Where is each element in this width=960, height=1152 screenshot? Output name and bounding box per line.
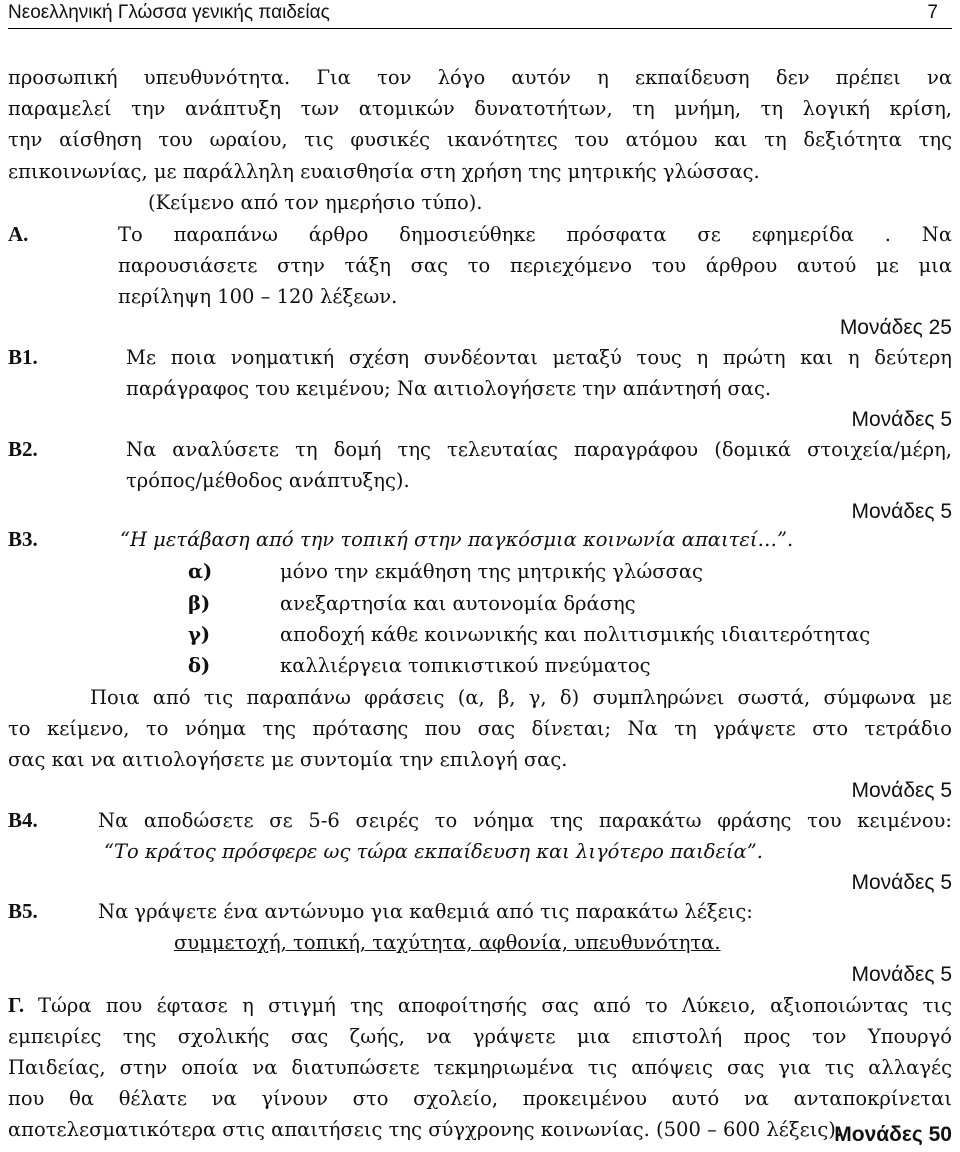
option-key: δ) <box>188 654 211 677</box>
points-b4: Μονάδες 5 <box>851 871 952 894</box>
option-text: μόνο την εκμάθηση της μητρικής γλώσσας <box>280 560 703 583</box>
question-b1-line: παράγραφος του κειμένου; Να αιτιολογήσετε την απάντησή σας. <box>126 377 772 400</box>
page-number: 7 <box>927 2 938 23</box>
question-g-line: εμπειρίες της σχολικής σας ζωής, να γράψετε μια επιστολή προς τον Υπουργό <box>8 1025 952 1048</box>
question-g-line: αποτελεσματικότερα στις απαιτήσεις της σύγχρονης κοινωνίας. (500 – 600 λέξεις). <box>8 1118 843 1141</box>
question-b3-line: Ποια από τις παραπάνω φράσεις (α, β, γ, δ) συμπληρώνει σωστά, σύμφωνα με <box>90 686 952 709</box>
question-b3-line: σας και να αιτιολογήσετε με συντομία την επιλογή σας. <box>8 748 568 771</box>
question-a-line: παρουσιάσετε στην τάξη σας το περιεχόμενο του άρθρου αυτού με μια <box>118 254 952 277</box>
question-label-a: Α. <box>8 222 29 246</box>
option-key: γ) <box>188 623 211 646</box>
option-key: β) <box>188 592 211 615</box>
question-g-line: Τώρα που έφτασε η στιγμή της αποφοίτησής σας από το Λύκειο, αξιοποιώντας τις <box>38 994 952 1017</box>
question-a-line: περίληψη 100 – 120 λέξεων. <box>118 285 398 308</box>
question-label-b2: Β2. <box>8 437 38 461</box>
points-b3: Μονάδες 5 <box>851 779 952 802</box>
header-title: Νεοελληνική Γλώσσα γενικής παιδείας <box>8 2 330 23</box>
option-text: αποδοχή κάθε κοινωνικής και πολιτισμικής ιδιαιτερότητας <box>280 623 871 646</box>
option-key: α) <box>188 560 213 583</box>
page-header <box>8 2 952 29</box>
points-b5: Μονάδες 5 <box>851 963 952 986</box>
question-label-b4: Β4. <box>8 808 38 832</box>
option-text: καλλιέργεια τοπικιστικού πνεύματος <box>280 654 651 677</box>
question-label-b5: Β5. <box>8 899 38 923</box>
intro-line: επικοινωνίας, με παράλληλη ευαισθησία στη χρήση της μητρικής γλώσσας. <box>8 160 760 183</box>
points-b1: Μονάδες 5 <box>851 408 952 431</box>
exam-page <box>8 0 952 1152</box>
question-b4-quote: “Το κράτος πρόσφερε ως τώρα εκπαίδευση και λιγότερο παιδεία”. <box>104 840 763 863</box>
question-b3-quote: “Η μετάβαση από την τοπική στην παγκόσμια κοινωνία απαιτεί…”. <box>120 528 794 551</box>
question-b5-line: Να γράψετε ένα αντώνυμο για καθεμιά από τις παρακάτω λέξεις: <box>98 900 753 923</box>
question-a-line: Το παραπάνω άρθρο δημοσιεύθηκε πρόσφατα σε εφημερίδα . Να <box>118 223 952 246</box>
question-b2-line: τρόπος/μέθοδος ανάπτυξης). <box>126 469 410 492</box>
source-note: (Κείμενο από τον ημερήσιο τύπο). <box>148 191 483 214</box>
question-g-line: που θα θέλατε να γίνουν στο σχολείο, προκειμένου αυτό να ανταποκρίνεται <box>8 1087 952 1110</box>
question-label-b1: Β1. <box>8 345 38 369</box>
intro-line: παραμελεί την ανάπτυξη των ατομικών δυνατοτήτων, τη μνήμη, τη λογική κρίση, <box>8 97 952 120</box>
question-g-line: Παιδείας, στην οποία να διατυπώσετε τεκμηριωμένα τις απόψεις σας για τις αλλαγές <box>8 1056 952 1079</box>
question-b2-line: Να αναλύσετε τη δομή της τελευταίας παραγράφου (δομικά στοιχεία/μέρη, <box>126 438 952 461</box>
points-g: Μονάδες 50 <box>834 1123 952 1146</box>
question-b4-line: Να αποδώσετε σε 5-6 σειρές το νόημα της παρακάτω φράσης του κειμένου: <box>98 809 952 832</box>
points-b2: Μονάδες 5 <box>851 500 952 523</box>
option-text: ανεξαρτησία και αυτονομία δράσης <box>280 592 636 615</box>
question-label-b3: Β3. <box>8 527 38 551</box>
question-label-g: Γ. <box>8 993 25 1017</box>
intro-line: την αίσθηση του ωραίου, τις φυσικές ικανότητες του ατόμου και τη δεξιότητα της <box>8 128 952 151</box>
question-b1-line: Με ποια νοηματική σχέση συνδέονται μεταξύ τους η πρώτη και η δεύτερη <box>126 346 952 369</box>
question-b3-line: το κείμενο, το νόημα της πρότασης που σας δίνεται; Να τη γράψετε στο τετράδιο <box>8 717 952 740</box>
intro-line: προσωπική υπευθυνότητα. Για τον λόγο αυτόν η εκπαίδευση δεν πρέπει να <box>8 66 952 89</box>
question-b5-words: συμμετοχή, τοπική, ταχύτητα, αφθονία, υπευθυνότητα. <box>174 931 721 954</box>
points-a: Μονάδες 25 <box>839 316 952 339</box>
